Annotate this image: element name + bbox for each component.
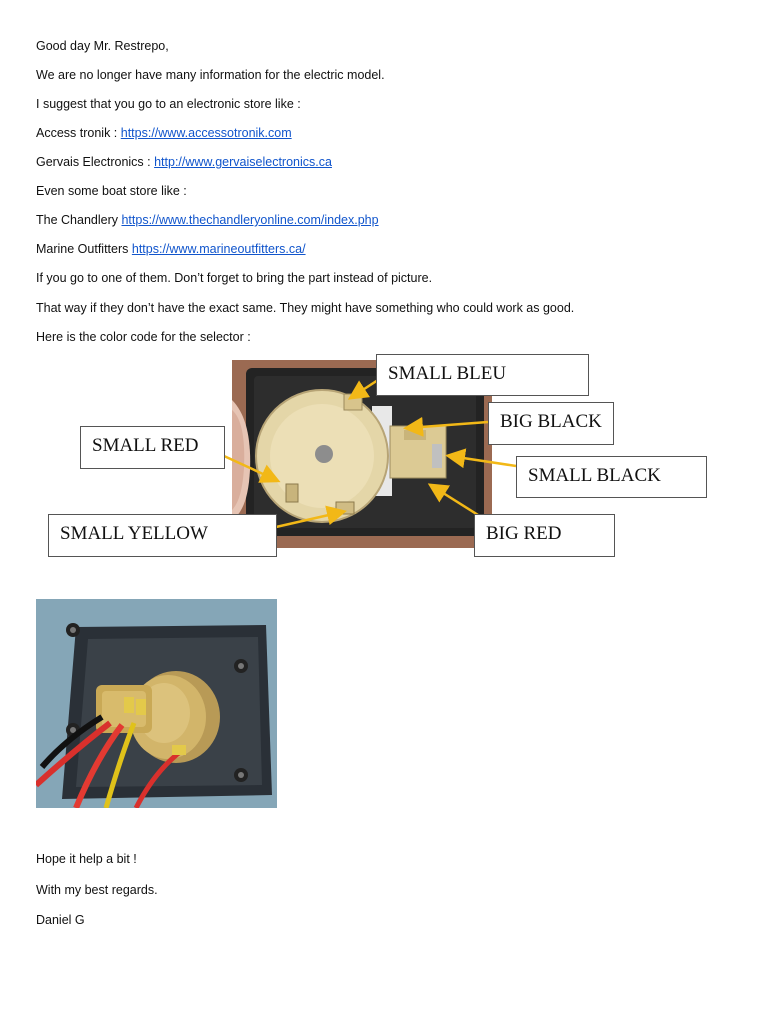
body-line-exact-same: That way if they don’t have the exact same. They might have something who could work as good. (36, 301, 575, 315)
label-big-black: BIG BLACK (488, 402, 614, 445)
label-small-bleu: SMALL BLEU (376, 354, 589, 396)
body-line-boat-store: Even some boat store like : (36, 184, 187, 198)
greeting: Good day Mr. Restrepo, (36, 39, 169, 53)
installed-switch-photo (36, 599, 277, 808)
label-small-red: SMALL RED (80, 426, 225, 469)
store-name: Gervais Electronics : (36, 155, 155, 169)
label-big-red: BIG RED (474, 514, 615, 557)
store-name: Marine Outfitters (36, 242, 132, 256)
body-line-bring-part: If you go to one of them. Don’t forget to bring the part instead of picture. (36, 271, 433, 285)
store-gervais-electronics (36, 154, 332, 170)
store-the-chandlery (36, 212, 379, 228)
store-link[interactable]: https://www.marineoutfitters.ca/ (131, 242, 306, 256)
body-line-color-code: Here is the color code for the selector : (36, 330, 251, 344)
store-access-tronik (36, 125, 292, 141)
store-name: The Chandlery (36, 213, 122, 227)
store-name: Access tronik : (36, 126, 121, 140)
store-link[interactable]: https://www.thechandleryonline.com/index.php (121, 213, 379, 227)
store-link[interactable]: https://www.accessotronik.com (120, 126, 292, 140)
installed-switch-drawing (36, 599, 277, 808)
signature: Daniel G (36, 913, 85, 927)
closing-hope: Hope it help a bit ! (36, 852, 137, 866)
store-marine-outfitters (36, 241, 306, 257)
closing-regards: With my best regards. (36, 883, 158, 897)
store-link[interactable]: http://www.gervaiselectronics.ca (154, 155, 332, 169)
label-small-black: SMALL BLACK (516, 456, 707, 498)
label-small-yellow: SMALL YELLOW (48, 514, 277, 557)
body-line-information: We are no longer have many information for the electric model. (36, 68, 385, 82)
body-line-suggestion: I suggest that you go to an electronic store like : (36, 97, 301, 111)
